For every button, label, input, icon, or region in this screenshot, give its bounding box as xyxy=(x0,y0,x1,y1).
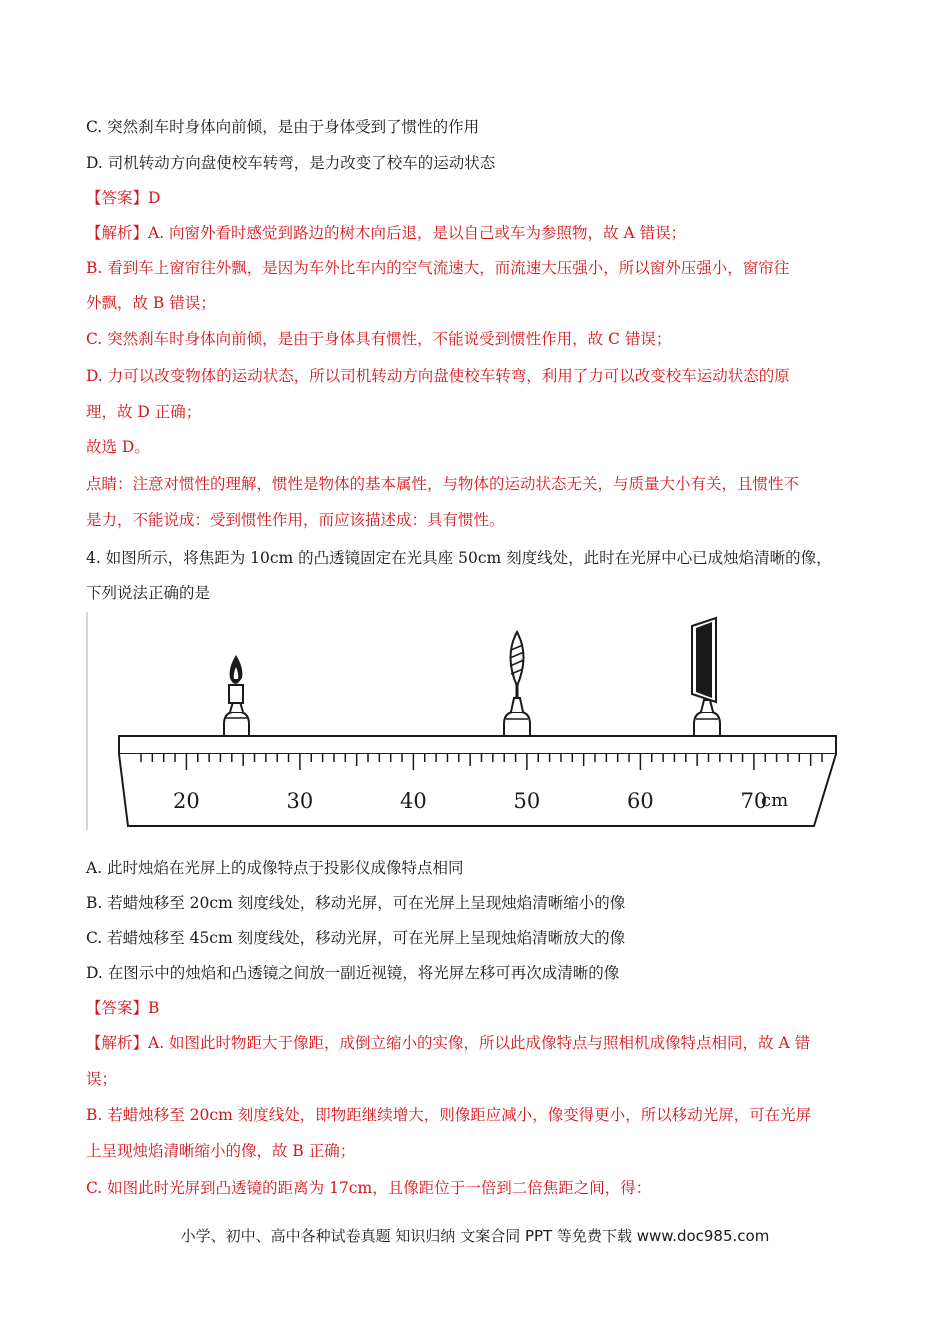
lens-body xyxy=(511,632,524,686)
question-4-option-c: C. 若蜡烛移至 45cm 刻度线处，移动光屏，可在光屏上呈现烛焰清晰放大的像 xyxy=(86,929,626,947)
analysis-4-b-line2: 上呈现烛焰清晰缩小的像，故 B 正确； xyxy=(86,1142,356,1160)
analysis-4-b-line1: B. 若蜡烛移至 20cm 刻度线处，即物距继续增大，则像距应减小，像变得更小，所以移动光屏，可在光屏 xyxy=(86,1106,812,1124)
scale-label: 50 xyxy=(513,789,541,813)
question-4-line2: 下列说法正确的是 xyxy=(86,584,211,602)
scale-label: 40 xyxy=(400,789,427,813)
bench-scale xyxy=(119,754,836,826)
scale-label: 70 xyxy=(740,789,768,813)
candle xyxy=(224,655,249,736)
analysis-a: 【解析】A. 向窗外看时感觉到路边的树木向后退，是以自己或车为参照物，故 A 错误； xyxy=(86,224,687,242)
option-d-prev: D. 司机转动方向盘使校车转弯，是力改变了校车的运动状态 xyxy=(86,154,496,172)
analysis-4-a-line1: 【解析】A. 如图此时物距大于像距，成倒立缩小的实像，所以此成像特点与照相机成像特点相同，故 A 错 xyxy=(86,1034,811,1052)
unit-label: cm xyxy=(761,790,789,811)
answer-label-prev: 【答案】D xyxy=(86,189,161,207)
analysis-4-a-line2: 误； xyxy=(86,1070,118,1088)
question-4-option-b: B. 若蜡烛移至 20cm 刻度线处，移动光屏，可在光屏上呈现烛焰清晰缩小的像 xyxy=(86,894,626,912)
analysis-d-line1: D. 力可以改变物体的运动状态，所以司机转动方向盘使校车转弯，利用了力可以改变校车运动状态的原 xyxy=(86,367,790,385)
question-4-option-d: D. 在图示中的烛焰和凸透镜之间放一副近视镜，将光屏左移可再次成清晰的像 xyxy=(86,964,620,982)
question-4-option-a: A. 此时烛焰在光屏上的成像特点于投影仪成像特点相同 xyxy=(86,859,464,877)
optical-bench-figure xyxy=(86,612,866,834)
option-c-prev: C. 突然刹车时身体向前倾，是由于身体受到了惯性的作用 xyxy=(86,118,480,136)
scale-label: 60 xyxy=(627,789,654,813)
analysis-b-line2: 外飘，故 B 错误； xyxy=(86,294,216,312)
question-4-line1: 4. 如图所示，将焦距为 10cm 的凸透镜固定在光具座 50cm 刻度线处，此时在光屏中心已成烛焰清晰的像， xyxy=(86,549,832,567)
bench-rail xyxy=(119,736,836,754)
tip-line2: 是力，不能说成：受到惯性作用，而应该描述成：具有惯性。 xyxy=(86,511,505,529)
scale-label: 30 xyxy=(286,789,314,813)
scale-label: 20 xyxy=(173,789,200,813)
light-screen xyxy=(692,618,720,736)
analysis-b-line1: B. 看到车上窗帘往外飘，是因为车外比车内的空气流速大，而流速大压强小，所以窗外压强小，窗帘往 xyxy=(86,259,790,277)
analysis-c: C. 突然刹车时身体向前倾，是由于身体具有惯性，不能说受到惯性作用，故 C 错误； xyxy=(86,330,672,348)
tip-line1: 点睛：注意对惯性的理解，惯性是物体的基本属性，与物体的运动状态无关，与质量大小有关，且惯性不 xyxy=(86,475,800,493)
analysis-d-line2: 理，故 D 正确； xyxy=(86,403,202,421)
answer-label-4: 【答案】B xyxy=(86,999,160,1017)
page-footer: 小学、初中、高中各种试卷真题 知识归纳 文案合同 PPT 等免费下载 www.doc985.com xyxy=(180,1227,770,1245)
analysis-4-c: C. 如图此时光屏到凸透镜的距离为 17cm，且像距位于一倍到二倍焦距之间，得： xyxy=(86,1179,652,1197)
convex-lens xyxy=(504,632,530,736)
choose-d: 故选 D。 xyxy=(86,438,150,456)
